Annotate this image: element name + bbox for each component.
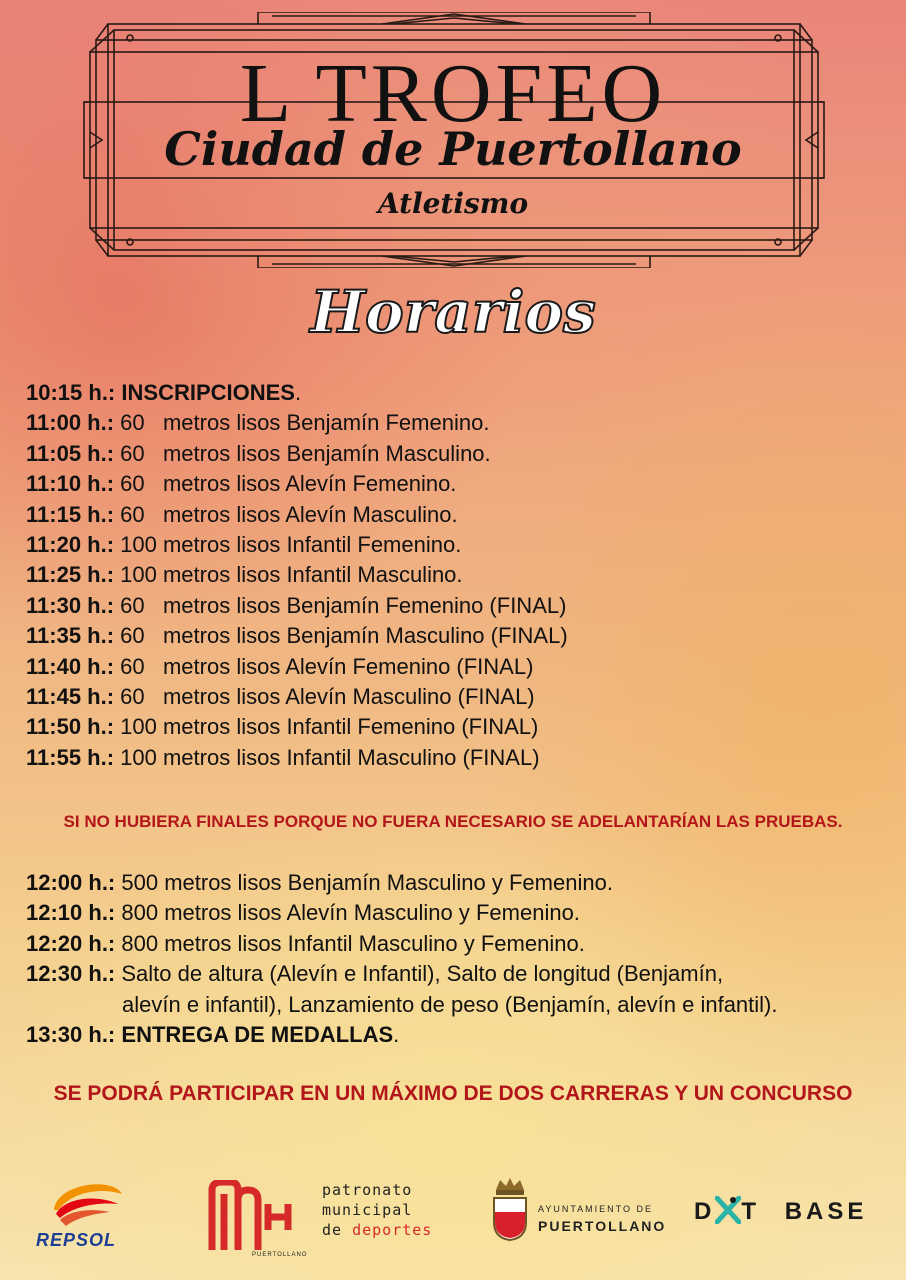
ayuntamiento-logo [490, 1176, 680, 1260]
schedule-highlight: ENTREGA DE MEDALLAS [121, 1022, 394, 1048]
repsol-logo [34, 1170, 134, 1260]
schedule-event: 100 metros lisos Infantil Femenino (FINAL) [114, 714, 539, 740]
schedule-row [26, 898, 886, 928]
schedule-row [26, 621, 886, 651]
schedule-row [26, 712, 886, 742]
schedule-time: 11:50 h.: [26, 714, 115, 740]
schedule-row [26, 652, 886, 682]
schedule-row [26, 929, 886, 959]
pmd-mark-caption: PUERTOLLANO [252, 1252, 308, 1258]
schedule-time: 13:30 h.: [26, 1022, 116, 1048]
runner-x-icon [715, 1196, 741, 1224]
schedule-list-1 [26, 378, 886, 773]
schedule-row [26, 682, 886, 712]
schedule-time: 11:25 h.: [26, 562, 115, 588]
schedule-time: 12:00 h.: [26, 870, 116, 895]
ayuntamiento-top: AYUNTAMIENTO DE [538, 1204, 654, 1214]
schedule-time: 11:40 h.: [26, 653, 115, 679]
dxt-letter-d: D [694, 1198, 716, 1225]
schedule-tail: . [294, 380, 302, 405]
participation-notice: SE PODRÁ PARTICIPAR EN UN MÁXIMO DE DOS CARRERAS Y UN CONCURSO [53, 1082, 853, 1105]
schedule-event: 60 metros lisos Benjamín Femenino. [114, 410, 490, 436]
sponsor-logos [0, 1168, 906, 1268]
repsol-flame-icon [34, 1170, 134, 1226]
schedule-row [26, 530, 886, 560]
dxt-base-logo [694, 1196, 884, 1236]
schedule-event: 60 metros lisos Alevín Masculino. [114, 501, 458, 527]
event-title: L TROFEO [239, 47, 667, 140]
schedule-time: 11:20 h.: [26, 532, 115, 558]
schedule-row [26, 500, 886, 530]
schedule-tail: . [393, 1022, 400, 1048]
pmd-mark-icon [208, 1180, 292, 1250]
schedule-time: 12:30 h.: [26, 961, 116, 987]
schedule-time: 11:45 h.: [26, 684, 115, 710]
schedule-row [26, 408, 886, 438]
patronato-line2: municipal [322, 1201, 413, 1219]
schedule-event: 100 metros lisos Infantil Femenino. [114, 532, 462, 558]
patronato-highlight: deportes [352, 1221, 433, 1239]
schedule-row [26, 959, 886, 989]
base-wordmark: BASE [784, 1198, 868, 1225]
schedule-time: 12:20 h.: [26, 930, 116, 956]
schedule-time: 11:55 h.: [26, 744, 115, 770]
schedule-row [26, 868, 886, 898]
schedule-time: 11:10 h.: [26, 471, 115, 497]
repsol-wordmark: REPSOL [36, 1230, 117, 1250]
schedule-event: 60 metros lisos Benjamín Masculino (FINAL) [114, 623, 568, 649]
schedule-list-2 [26, 868, 886, 1050]
schedule-event: 60 metros lisos Alevín Femenino (FINAL) [114, 653, 534, 679]
schedule-row-continuation: alevín e infantil), Lanzamiento de peso (Benjamín, alevín e infantil). [122, 991, 778, 1017]
schedule-row [26, 469, 886, 499]
event-discipline: Atletismo [377, 187, 529, 220]
schedule-time: 11:15 h.: [26, 501, 115, 527]
pmd-mark [208, 1180, 308, 1264]
dxt-letter-t: T [741, 1198, 761, 1225]
event-subtitle: Ciudad de Puertollano [164, 122, 742, 176]
schedule-time: 11:35 h.: [26, 623, 115, 649]
schedule-event: 60 metros lisos Alevín Masculino (FINAL) [114, 684, 535, 710]
schedule-time: 12:10 h.: [26, 900, 116, 926]
section-title: Horarios [310, 278, 596, 346]
schedule-event: 500 metros lisos Benjamín Masculino y Femenino. [115, 870, 613, 895]
patronato-prefix: de [322, 1221, 353, 1239]
schedule-row [26, 743, 886, 773]
schedule-time: 10:15 h.: [26, 380, 116, 405]
schedule-event: 800 metros lisos Alevín Masculino y Femenino. [115, 900, 580, 926]
patronato-logo [322, 1180, 432, 1240]
schedule-row [26, 439, 886, 469]
schedule-row [26, 378, 886, 408]
finals-notice: SI NO HUBIERA FINALES PORQUE NO FUERA NECESARIO SE ADELANTARÍAN LAS PRUEBAS. [63, 812, 843, 831]
schedule-event: 60 metros lisos Benjamín Femenino (FINAL) [114, 592, 567, 618]
patronato-line1: patronato [322, 1181, 413, 1199]
schedule-time: 11:00 h.: [26, 410, 115, 436]
schedule-time: 11:30 h.: [26, 592, 115, 618]
schedule-row [26, 1020, 886, 1050]
ayuntamiento-name: PUERTOLLANO [538, 1218, 667, 1234]
coat-of-arms-icon [490, 1176, 530, 1242]
schedule-row [26, 591, 886, 621]
schedule-event: Salto de altura (Alevín e Infantil), Salto de longitud (Benjamín, [115, 961, 724, 987]
schedule-event: 100 metros lisos Infantil Masculino (FINAL) [114, 744, 540, 770]
schedule-event: 100 metros lisos Infantil Masculino. [114, 562, 463, 588]
schedule-highlight: INSCRIPCIONES [121, 380, 295, 405]
schedule-event: 800 metros lisos Infantil Masculino y Femenino. [115, 930, 585, 956]
schedule-row [26, 560, 886, 590]
schedule-time: 11:05 h.: [26, 440, 115, 466]
schedule-event: 60 metros lisos Benjamín Masculino. [114, 440, 491, 466]
schedule-event: 60 metros lisos Alevín Femenino. [114, 471, 457, 497]
patronato-line3 [322, 1220, 432, 1240]
